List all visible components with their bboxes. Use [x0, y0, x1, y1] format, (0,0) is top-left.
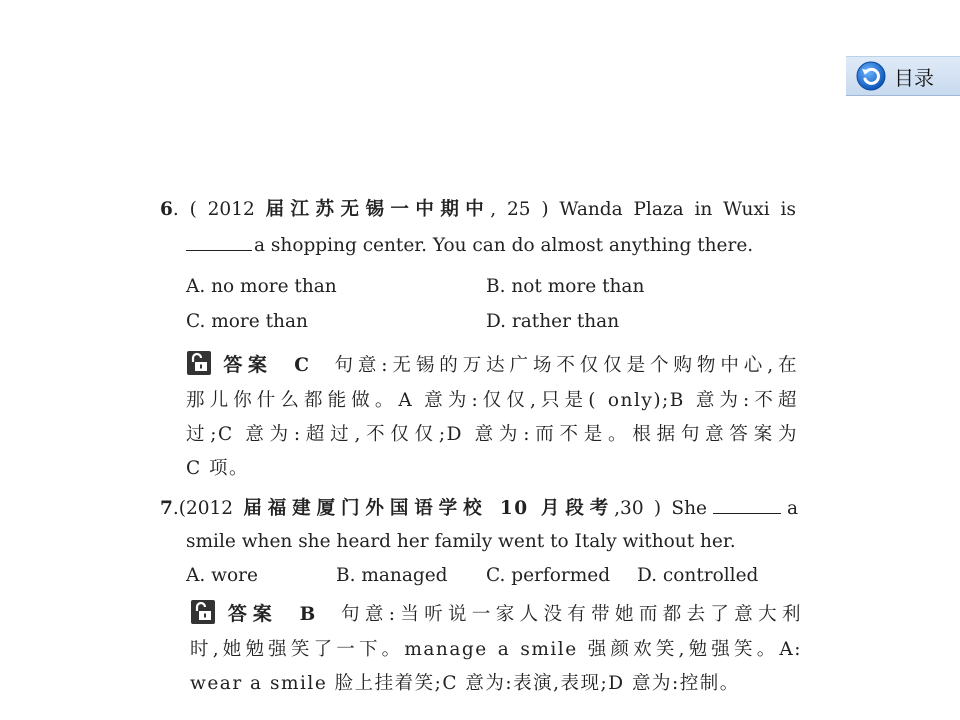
option-c: C. performed: [486, 565, 611, 586]
option-c: C. more than: [186, 311, 308, 332]
question-6-line-1: [160, 197, 796, 223]
question-number: 6: [160, 199, 173, 220]
explanation-line: 过;C 意为:超过,不仅仅;D 意为:而不是。根据句意答案为: [186, 424, 798, 445]
question-6-line-2: [186, 232, 753, 259]
explanation-line: C 项。: [186, 458, 250, 479]
question-stem-cont: a: [786, 498, 798, 519]
question-7-line-1: [160, 495, 798, 522]
option-a: A. no more than: [186, 276, 337, 297]
option-d: D. controlled: [637, 565, 759, 586]
source-close: , 25 ): [490, 199, 549, 220]
explanation-line: wear a smile 脸上挂着笑;C 意为:表演,表现;D 意为:控制。: [190, 673, 740, 694]
option-a: A. wore: [186, 565, 258, 586]
explanation-line: 句意:无锡的万达广场不仅仅是个购物中心,在: [331, 355, 798, 376]
source-open: .(2012: [172, 498, 234, 519]
unlock-icon: [186, 350, 212, 376]
answer-blank: [713, 495, 781, 514]
option-b: B. managed: [336, 565, 448, 586]
source-close: ,30 ): [614, 498, 662, 519]
question-stem: She: [671, 498, 707, 519]
answer-6-line-1: [186, 350, 798, 379]
source-open: . ( 2012: [172, 199, 255, 220]
answer-7-line-1: [190, 599, 802, 628]
source-text: 届江苏无锡一中期中: [265, 199, 491, 220]
explanation-line: 那儿你什么都能做。A 意为:仅仅,只是( only);B 意为:不超: [186, 390, 798, 411]
option-b: B. not more than: [486, 276, 645, 297]
answer-letter: C: [294, 355, 310, 376]
answer-label: 答案: [224, 603, 278, 625]
answer-letter: B: [299, 604, 316, 625]
question-number: 7: [160, 498, 173, 519]
question-stem-line-2: smile when she heard her family went to Italy without her.: [186, 531, 736, 552]
answer-label: 答案: [220, 354, 273, 376]
question-stem-cont: a shopping center. You can do almost anything there.: [254, 235, 754, 256]
unlock-icon: [190, 599, 216, 625]
explanation-line: 句意:当听说一家人没有带她而都去了意大利: [337, 604, 802, 625]
option-d: D. rather than: [486, 311, 620, 332]
return-arrow-icon: [856, 61, 886, 91]
question-stem: Wanda Plaza in Wuxi is: [559, 199, 796, 220]
source-text: 届福建厦门外国语学校 10 月段考: [243, 498, 615, 519]
toc-label: 目录: [894, 65, 934, 90]
toc-button[interactable]: [846, 56, 960, 96]
answer-blank: [186, 232, 252, 251]
explanation-line: 时,她勉强笑了一下。manage a smile 强颜欢笑,勉强笑。A:: [190, 639, 802, 660]
